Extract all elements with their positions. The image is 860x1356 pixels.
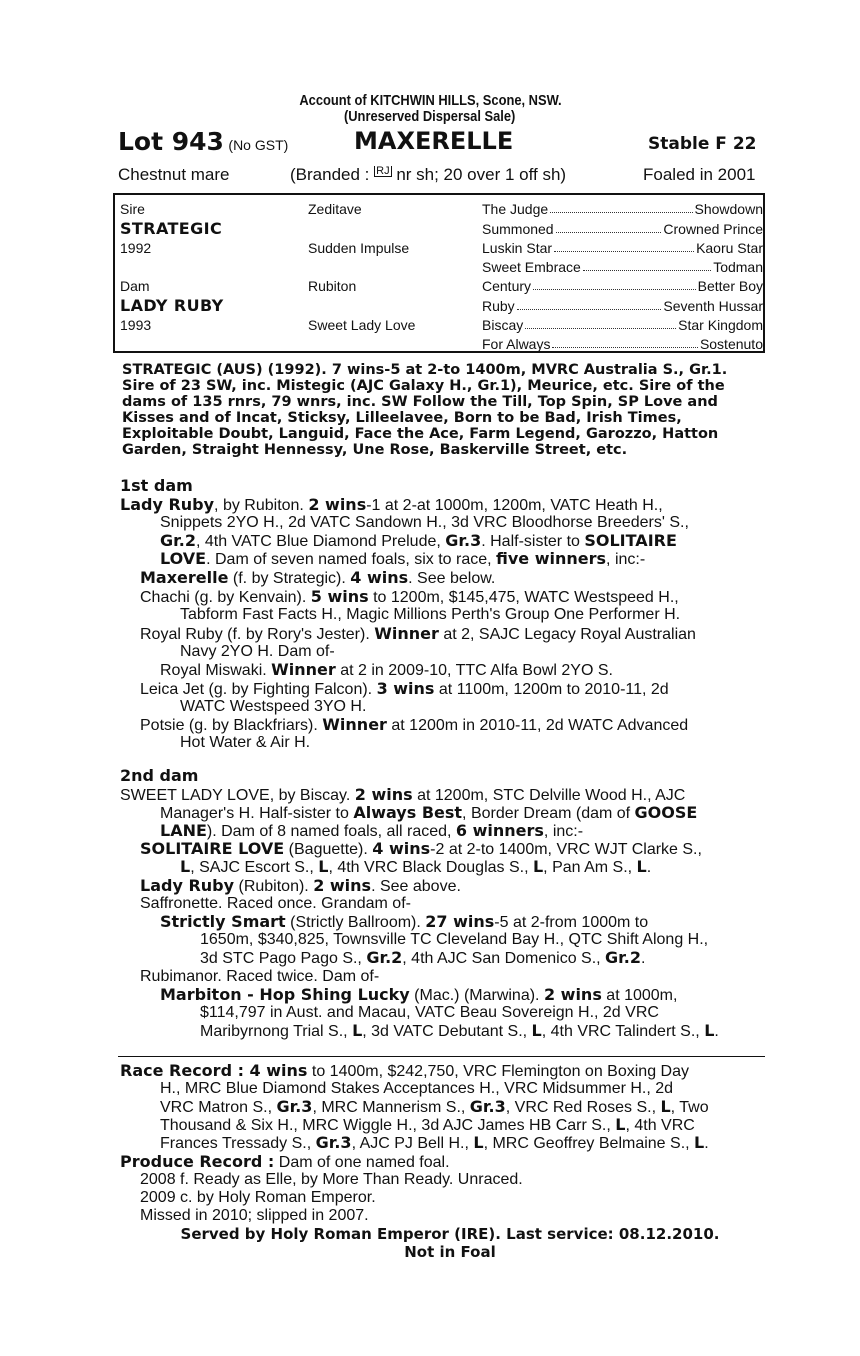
race-record-line: H., MRC Blue Diamond Stakes Acceptances H., VRC Midsummer H., 2d xyxy=(160,1080,674,1097)
first-dam-line: Royal Ruby (f. by Rory's Jester). Winner at 2, SAJC Legacy Royal Australian xyxy=(140,624,696,643)
colour-sex: Chestnut mare xyxy=(118,165,230,184)
first-dam-line: Hot Water & Air H. xyxy=(180,734,311,751)
first-dam-line: Royal Miswaki. Winner at 2 in 2009-10, TTC Alfa Bowl 2YO S. xyxy=(160,660,613,679)
pedigree-g3-row: Century Better Boy xyxy=(482,278,763,294)
gst-note: (No GST) xyxy=(228,137,289,153)
second-dam-line: SWEET LADY LOVE, by Biscay. 2 wins at 1200m, STC Delville Wood H., AJC xyxy=(120,785,686,804)
second-dam-heading: 2nd dam xyxy=(120,766,199,785)
pedigree-g3-row: Sweet Embrace Todman xyxy=(482,259,763,275)
horse-name: MAXERELLE xyxy=(354,127,514,155)
first-dam-line: Chachi (g. by Kenvain). 5 wins to 1200m, $145,475, WATC Westspeed H., xyxy=(140,587,679,606)
second-dam-line: Maribyrnong Trial S., L, 3d VATC Debutant S., L, 4th VRC Talindert S., L. xyxy=(200,1021,719,1040)
second-dam-line: Strictly Smart (Strictly Ballroom). 27 wins-5 at 2-from 1000m to xyxy=(160,912,649,931)
first-dam-line: WATC Westspeed 3YO H. xyxy=(180,698,367,715)
race-record-line: Thousand & Six H., MRC Wiggle H., 3d AJC James HB Carr S., L, 4th VRC xyxy=(160,1115,695,1134)
foal-status: Not in Foal xyxy=(404,1243,496,1261)
race-record-line: Frances Tressady S., Gr.3, AJC PJ Bell H., L, MRC Geoffrey Belmaine S., L. xyxy=(160,1133,709,1152)
sire-summary-line: Kisses and of Incat, Sticksy, Lilleelavee, Born to be Bad, Irish Times, xyxy=(122,410,682,426)
sire-summary-line: Garden, Straight Hennessy, Une Rose, Baskerville Street, etc. xyxy=(122,442,628,458)
first-dam-heading: 1st dam xyxy=(120,476,193,495)
dam-dam: Sweet Lady Love xyxy=(308,317,416,333)
sire-summary-line: Sire of 23 SW, inc. Mistegic (AJC Galaxy H., Gr.1), Meurice, etc. Sire of the xyxy=(122,378,725,394)
first-dam-line: Potsie (g. by Blackfriars). Winner at 1200m in 2010-11, 2d WATC Advanced xyxy=(140,715,689,734)
second-dam-line: 1650m, $340,825, Townsville TC Cleveland Bay H., QTC Shift Along H., xyxy=(200,931,709,948)
second-dam-line: L, SAJC Escort S., L, 4th VRC Black Douglas S., L, Pan Am S., L. xyxy=(180,857,652,876)
sire-year: 1992 xyxy=(120,240,152,256)
pedigree-g3-row: Biscay Star Kingdom xyxy=(482,317,763,333)
produce-item: 2009 c. by Holy Roman Emperor. xyxy=(140,1189,376,1206)
brand-info: (Branded : RJ nr sh; 20 over 1 off sh) xyxy=(290,165,567,184)
race-record-line: VRC Matron S., Gr.3, MRC Mannerism S., Gr.3, VRC Red Roses S., L, Two xyxy=(160,1097,709,1116)
first-dam-line: Lady Ruby, by Rubiton. 2 wins-1 at 2-at 1000m, 1200m, VATC Heath H., xyxy=(120,495,663,514)
second-dam-line: LANE). Dam of 8 named foals, all raced, 6 winners, inc:- xyxy=(160,821,584,840)
section-divider xyxy=(118,1056,765,1057)
stable-location: Stable F 22 xyxy=(648,134,757,154)
pedigree-g3-row: For Always Sostenuto xyxy=(482,336,763,352)
first-dam-line: Tabform Fast Facts H., Magic Millions Perth's Group One Performer H. xyxy=(180,606,681,623)
dam-year: 1993 xyxy=(120,317,152,333)
lot-number: Lot 943 (No GST) xyxy=(118,127,289,156)
service-status: Served by Holy Roman Emperor (IRE). Last service: 08.12.2010. xyxy=(180,1225,720,1243)
race-record-line: Race Record : 4 wins to 1400m, $242,750, VRC Flemington on Boxing Day xyxy=(120,1061,689,1080)
foaled-year: Foaled in 2001 xyxy=(643,165,756,184)
first-dam-line: Maxerelle (f. by Strategic). 4 wins. See below. xyxy=(140,568,496,587)
dam-label: Dam xyxy=(120,278,150,294)
pedigree-table xyxy=(113,193,765,353)
pedigree-g3-row: Summoned Crowned Prince xyxy=(482,221,763,237)
first-dam-line: Leica Jet (g. by Fighting Falcon). 3 wins at 1100m, 1200m to 2010-11, 2d xyxy=(140,679,669,698)
sire-summary-line: dams of 135 rnrs, 79 wnrs, inc. SW Follow the Till, Top Spin, SP Love and xyxy=(122,394,718,410)
second-dam-line: Rubimanor. Raced twice. Dam of- xyxy=(140,968,380,985)
second-dam-line: 3d STC Pago Pago S., Gr.2, 4th AJC San Domenico S., Gr.2. xyxy=(200,948,646,967)
second-dam-line: SOLITAIRE LOVE (Baguette). 4 wins-2 at 2-to 1400m, VRC WJT Clarke S., xyxy=(140,839,702,858)
vendor-account: Account of KITCHWIN HILLS, Scone, NSW. xyxy=(298,92,562,109)
sire-label: Sire xyxy=(120,201,145,217)
second-dam-line: Saffronette. Raced once. Grandam of- xyxy=(140,895,411,912)
produce-item: 2008 f. Ready as Elle, by More Than Ready. Unraced. xyxy=(140,1171,523,1188)
pedigree-g3-row: Ruby Seventh Hussar xyxy=(482,298,763,314)
first-dam-line: Navy 2YO H. Dam of- xyxy=(180,643,335,660)
dam-name: LADY RUBY xyxy=(120,296,224,315)
sale-type: (Unreserved Dispersal Sale) xyxy=(344,108,516,125)
first-dam-line: Snippets 2YO H., 2d VATC Sandown H., 3d VRC Bloodhorse Breeders' S., xyxy=(160,514,689,531)
second-dam-line: Marbiton - Hop Shing Lucky (Mac.) (Marwina). 2 wins at 1000m, xyxy=(160,985,678,1004)
pedigree-g3-row: Luskin Star Kaoru Star xyxy=(482,240,763,256)
pedigree-g3-row: The Judge Showdown xyxy=(482,201,763,217)
brand-mark: RJ xyxy=(376,165,390,177)
produce-item: Missed in 2010; slipped in 2007. xyxy=(140,1207,369,1224)
sire-summary-line: Exploitable Doubt, Languid, Face the Ace, Farm Legend, Garozzo, Hatton xyxy=(122,426,719,442)
second-dam-line: Manager's H. Half-sister to Always Best, Border Dream (dam of GOOSE xyxy=(160,803,698,822)
sire-dam: Sudden Impulse xyxy=(308,240,410,256)
dam-sire: Rubiton xyxy=(308,278,357,294)
first-dam-line: LOVE. Dam of seven named foals, six to race, five winners, inc:- xyxy=(160,549,646,568)
second-dam-line: $114,797 in Aust. and Macau, VATC Beau Sovereign H., 2d VRC xyxy=(200,1004,659,1021)
sire-sire: Zeditave xyxy=(308,201,362,217)
sire-summary-line: STRATEGIC (AUS) (1992). 7 wins-5 at 2-to 1400m, MVRC Australia S., Gr.1. xyxy=(122,362,728,378)
produce-record: Produce Record : Dam of one named foal. xyxy=(120,1152,450,1171)
second-dam-line: Lady Ruby (Rubiton). 2 wins. See above. xyxy=(140,876,461,895)
first-dam-line: Gr.2, 4th VATC Blue Diamond Prelude, Gr.3. Half-sister to SOLITAIRE xyxy=(160,531,677,550)
sire-name: STRATEGIC xyxy=(120,219,223,238)
